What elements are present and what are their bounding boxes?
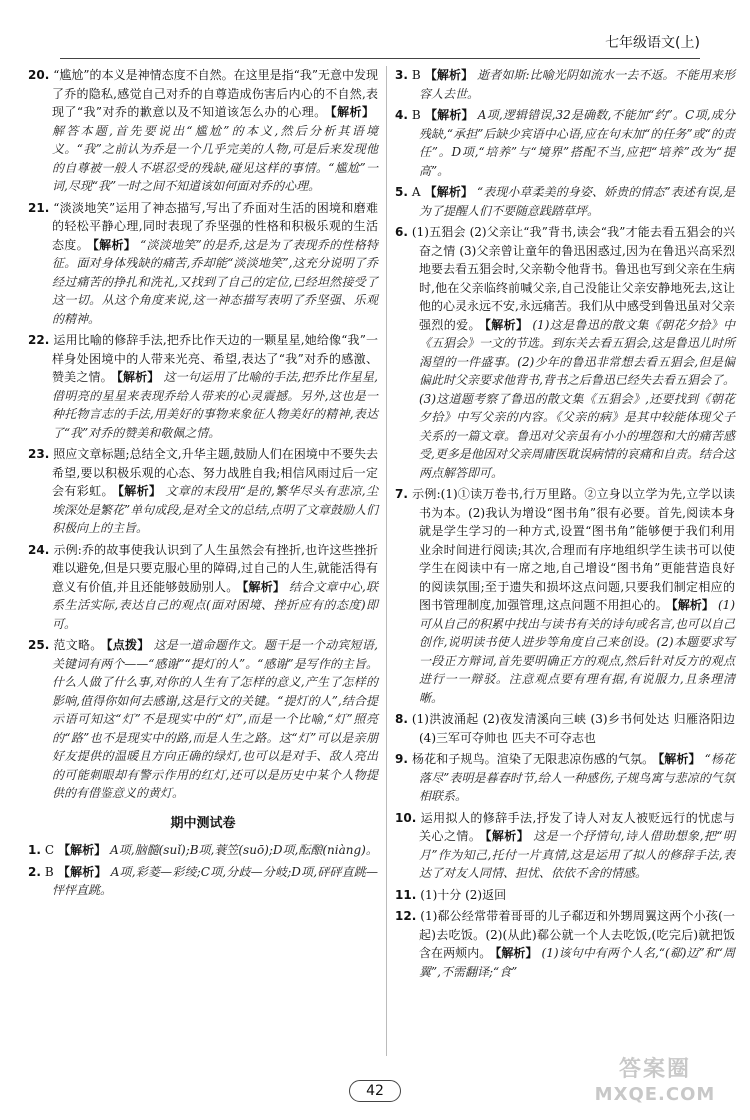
answer-text: (1)十分 (2)返回 <box>420 887 507 902</box>
column-divider <box>386 66 387 1056</box>
explanation-text: 这是一道命题作文。题干是一个动宾短语,关键词有两个——“感谢”“提灯的人”。“感谢”是写作的主旨。什么人做了什么事,对你的人生有了怎样的意义,产生了怎样的影响,值得你如何去感谢,这是行文的关键。“提灯的人”,结合提示语可知这“灯”不是现实中的“灯”,而是一个比喻,“灯”照亮的“路”也不是现实中的路,而是人生之路。这“灯”可以是亲朋好友提供的温暖且方向正确的绿灯,也可以是对手、敌人亮出的可能刺眼却有警示作用的红灯,还可以是历史中某个人物提供的有借鉴意义的黄灯。 <box>52 638 378 800</box>
answer-item <box>28 331 378 442</box>
question-number: 7. <box>395 487 408 501</box>
question-number: 12. <box>395 909 417 923</box>
right-column <box>395 66 735 984</box>
page-number: 42 <box>349 1080 401 1102</box>
question-number: 21. <box>28 200 50 215</box>
question-number: 11. <box>395 887 417 902</box>
question-number: 5. <box>395 185 408 199</box>
answer-item <box>395 106 735 180</box>
analysis-tag: 【解析】 <box>117 484 162 498</box>
explanation-text: (1)可从自己的积累中找出与读书有关的诗句或名言,也可以自己创作,说明读书使人进步等角度自己来创设。(2)本题要求写一段正方辩词,首先要明确正方的观点,然后针对反方的观点进行一一辩驳。注意观点要有理有据,有说服力,且条理清晰。 <box>419 598 735 705</box>
answer-text: B <box>411 108 421 122</box>
answer-text: B <box>411 68 421 82</box>
question-number: 3. <box>395 68 408 82</box>
answer-text: 运用比喻的修辞手法,把乔比作天边的一颗星星,她给像“我”一样身处困境中的人带来光亮、希望,表达了“我”对乔的感激、赞美之情。 <box>52 333 378 384</box>
answer-item <box>28 841 378 860</box>
analysis-tag: 【解析】 <box>424 68 474 82</box>
question-number: 10. <box>395 810 417 825</box>
explanation-text: 文章的末段用“是的,繁华尽头有悲凉,尘埃深处是繁花”单句成段,是对全文的总结,点明了文章鼓励人们积极向上的主旨。 <box>52 484 378 535</box>
question-number: 23. <box>28 447 50 461</box>
answer-text: 照应文章标题;总结全文,升华主题,鼓励人们在困境中不要失去希望,要以积极乐观的心态、努力战胜自我;相信风雨过后一定会有彩虹。 <box>52 447 378 498</box>
analysis-tag: 【解析】 <box>424 108 474 122</box>
answer-item <box>395 183 735 220</box>
question-number: 6. <box>395 225 408 239</box>
watermark-line1: 答案圈 <box>618 1057 691 1082</box>
analysis-tag: 【解析】 <box>485 829 530 843</box>
answer-text: 杨花和子规鸟。渲染了无限悲凉伤感的气氛。 <box>411 752 655 766</box>
explanation-text: 这是一个抒情句,诗人借助想象,把“明月”作为知己,托付一片真情,这是运用了拟人的修辞手法,表达了对友人同情、担忧、依依不舍的情感。 <box>419 829 735 880</box>
answer-text: C <box>44 843 55 857</box>
answer-item <box>395 907 735 981</box>
answer-item <box>28 199 378 329</box>
answer-item <box>395 750 735 806</box>
explanation-text: 结合文章中心,联系生活实际,表达自己的观点(面对困境、挫折应有的态度)即可。 <box>52 579 378 631</box>
answer-text: (1)五猖会 (2)父亲让“我”背书,读会“我”才能去看五猖会的兴奋之情 (3)父亲曾让童年的鲁迅困惑过,因为在鲁迅兴高采烈地要去看五猖会时,父亲勒令他背书。鲁迅也写到父亲在生病时,他在父亲临终前喊父亲,自己没能让父亲安静地死去,这让他的心灵永远不安,永远痛苦。我们从中感受到鲁迅虽对父亲强烈的爱。 <box>411 225 735 332</box>
analysis-tag: 【解析】 <box>424 185 474 199</box>
answer-item <box>395 223 735 482</box>
question-number: 25. <box>28 638 50 652</box>
question-number: 24. <box>28 542 50 557</box>
question-number: 9. <box>395 752 408 766</box>
question-number: 20. <box>28 68 50 82</box>
analysis-tag: 【解析】 <box>658 752 701 766</box>
explanation-text: 这一句运用了比喻的手法,把乔比作星星,借明亮的星星来表现乔给人带来的心灵震撼。另外,这也是一种托物言志的手法,用美好的事物来象征人物美好的精神,表达了“我”对乔的赞美和敬佩之情。 <box>52 370 378 440</box>
analysis-tag: 【解析】 <box>92 237 137 252</box>
answer-text: “尴尬”的本义是神情态度不自然。在这里是指“我”无意中发现了乔的隐私,感觉自己对乔的自尊造成伤害后内心的不自然,表现了“我”对乔的歉意以及不知道该怎么办的心理。 <box>52 68 378 119</box>
section-title: 期中测试卷 <box>170 815 236 831</box>
analysis-tag: 【解析】 <box>57 864 107 879</box>
answer-text: 范文略。 <box>53 638 103 652</box>
answer-item <box>28 445 378 538</box>
answer-text: “淡淡地笑”运用了神态描写,写出了乔面对生活的困境和磨难的轻松平静心理,同时表现了乔坚强的性格和积极乐观的生活态度。 <box>52 200 378 252</box>
answer-item <box>28 541 378 634</box>
answer-item <box>395 809 735 883</box>
analysis-tag: 【点拨】 <box>106 638 150 652</box>
watermark-logo <box>570 1056 740 1112</box>
answer-text: A <box>411 185 421 199</box>
analysis-tag: 【解析】 <box>116 370 160 384</box>
answer-item <box>395 886 735 905</box>
answer-text: B <box>44 864 54 879</box>
explanation-text: 逝者如斯:比喻光阴如流水一去不返。不能用来形容人去世。 <box>419 68 735 101</box>
answer-text: 运用拟人的修辞手法,抒发了诗人对友人被贬远行的忧虑与关心之情。 <box>419 810 735 843</box>
explanation-text: A项,脑髓(suǐ);B项,蓑笠(suō);D项,酝酿(niàng)。 <box>110 843 378 857</box>
explanation-text: A项,逻辑错误,32是确数,不能加“约”。C项,成分残缺,“承担”后缺少宾语中心语,应在句末加“的任务”或“的责任”。D项,“培养”与“境界”搭配不当,应把“培养”改为“提高”。 <box>419 108 735 178</box>
left-column <box>28 66 378 903</box>
answer-item <box>28 636 378 803</box>
page-header <box>60 28 700 59</box>
answer-text: (1)郗公经常带着哥哥的儿子郗迈和外甥周翼这两个小孩(一起)去吃饭。(2)(从此)郗公就一个人去吃饭,(吃完后)就把饭含在两颊内。 <box>419 909 735 960</box>
right-answer-list <box>395 66 735 981</box>
explanation-text: “淡淡地笑”的是乔,这是为了表现乔的性格特征。面对身体残缺的痛苦,乔却能“淡淡地笑”,这充分说明了乔经过痛苦的挣扎和洗礼,又找到了自己的定位,已经坦然接受了这一切。从这个角度来说,这一神态描写表明了乔坚强、乐观的精神。 <box>52 237 378 326</box>
left-answer-list-2 <box>28 841 378 900</box>
left-answer-list <box>28 66 378 803</box>
explanation-text: “杨花落尽”表明是暮春时节,给人一种感伤,子规鸟寓与悲凉的气氛相联系。 <box>419 752 735 803</box>
question-number: 2. <box>28 864 41 879</box>
question-number: 22. <box>28 333 50 347</box>
explanation-text: (1)这是鲁迅的散文集《朝花夕拾》中《五猖会》一文的节选。到东关去看五猖会,这是鲁迅儿时所渴望的一件盛事。(2)少年的鲁迅非常想去看五猖会,但是偏偏此时父亲要求他背书,背书之后鲁迅已经失去看五猖会了。(3)这道题考察了鲁迅的散文集《五猖会》,还要找到《朝花夕拾》中写父亲的内容。《父亲的病》是其中较能体现父子关系的一篇文章。鲁迅对父亲虽有小小的埋怨和大的痛苦感受,更多是他因对父亲周庸医耽误病情的哀痛和自责。结合这两点解答即可。 <box>419 317 735 480</box>
analysis-tag: 【解析】 <box>242 579 286 594</box>
answer-text: 示例:乔的故事使我认识到了人生虽然会有挫折,也许这些挫折难以避免,但是只要克服心里的障碍,过自己的人生,就能活得有意义有价值,并且还能够鼓励别人。 <box>52 542 378 594</box>
analysis-tag: 【解析】 <box>671 598 714 612</box>
answer-item <box>395 485 735 707</box>
explanation-text: “表现小草柔美的身姿、娇贵的情态”表述有误,是为了提醒人们不要随意践踏草坪。 <box>419 185 735 218</box>
answer-text: 示例:(1)①读万卷书,行万里路。②立身以立学为先,立学以读书为本。(2)我认为增设“图书角”很有必要。首先,阅读本身就是学生学习的一种方式,设置“图书角”能够便于我们利用业余时间进行阅读;其次,合理而有序地组织学生读书可以使学生在阅读中有一席之地,自己增设“图书角”更能营造良好的阅读氛围;至于遗失和损坏这点问题,只要我们制定相应的图书管理制度,加强管理,这点问题不用担心的。 <box>411 487 735 612</box>
answer-item <box>28 863 378 900</box>
explanation-text: (1)该句中有两个人名,“(郗)迈”和“周翼”,不需翻译;“食” <box>419 946 735 979</box>
explanation-text: 解答本题,首先要说出“尴尬”的本义,然后分析其语境义。“我”之前认为乔是一个几乎完美的人物,可是后来发现他的自尊被一般人不堪忍受的残缺,碰见这样的事情。“尴尬”一词,尽现“我”一时之间不知道该如何面对乔的心理。 <box>52 123 378 193</box>
answer-item <box>395 66 735 103</box>
answer-item <box>28 66 378 196</box>
watermark-line2: MXQE.COM <box>594 1084 716 1105</box>
answer-text: (1)洪波涌起 (2)夜发清溪向三峡 (3)乡书何处达 归雁洛阳边 (4)三军可夺帅也 匹夫不可夺志也 <box>411 712 735 745</box>
analysis-tag: 【解析】 <box>484 317 529 332</box>
answer-item <box>395 710 735 747</box>
question-number: 4. <box>395 108 408 122</box>
header-title: 七年级语文(上) <box>605 35 700 51</box>
question-number: 1. <box>28 843 41 857</box>
analysis-tag: 【解析】 <box>330 105 374 119</box>
question-number: 8. <box>395 712 408 726</box>
explanation-text: A项,彩菱—彩绫;C项,分歧—分岐;D项,砰砰直跳—怦怦直跳。 <box>52 864 378 897</box>
analysis-tag: 【解析】 <box>58 843 107 857</box>
analysis-tag: 【解析】 <box>495 946 538 960</box>
